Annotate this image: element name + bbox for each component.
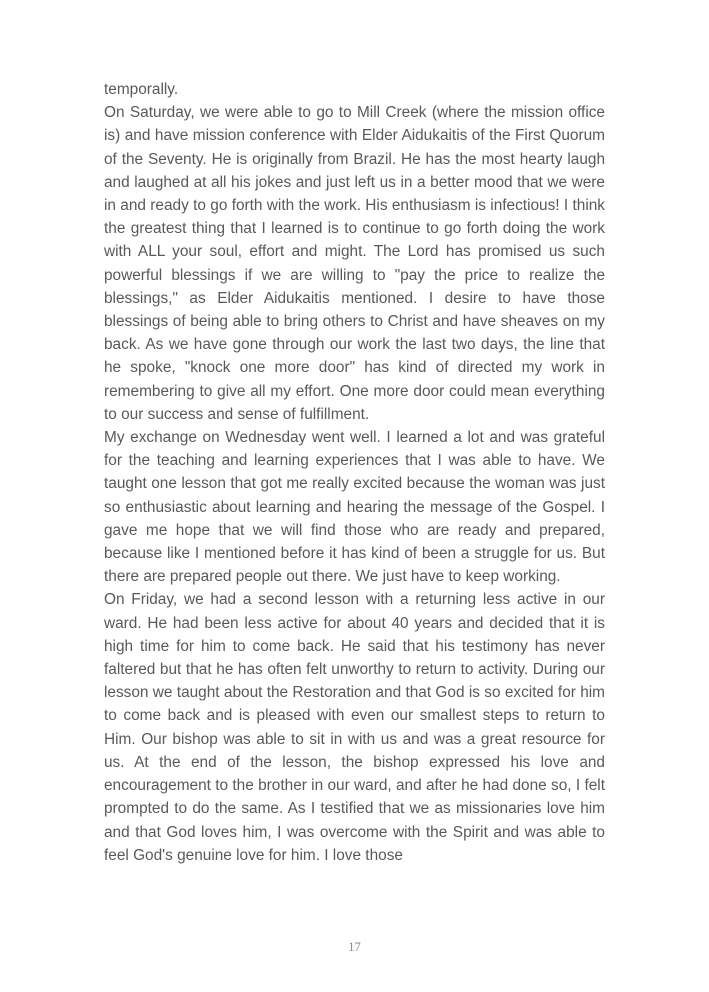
page-number: 17	[348, 940, 361, 954]
paragraph: On Saturday, we were able to go to Mill Creek (where the mission office is) and have mission conference with Elder Aidukaitis of the First Quorum of the Seventy. He is originally from Brazil. He has the most hearty laugh and laughed at all his jokes and just left us in a better mood that we were in and ready to go forth with the work. His enthusiasm is infectious! I think the greatest thing that I learned is to continue to go forth doing the work with ALL your soul, effort and might. The Lord has promised us such powerful blessings if we are willing to "pay the price to realize the blessings," as Elder Aidukaitis mentioned. I desire to have those blessings of being able to bring others to Christ and have sheaves on my back. As we have gone through our work the last two days, the line that he spoke, "knock one more door" has kind of directed my work in remembering to give all my effort. One more door could mean everything to our success and sense of fulfillment.	[104, 104, 605, 423]
paragraph: On Friday, we had a second lesson with a returning less active in our ward. He had been less active for about 40 years and decided that it is high time for him to come back. He said that his testimony has never faltered but that he has often felt unworthy to return to activity. During our lesson we taught about the Restoration and that God is so excited for him to come back and is pleased with even our smallest steps to return to Him. Our bishop was able to sit in with us and was a great resource for us. At the end of the lesson, the bishop expressed his love and encouragement to the brother in our ward, and after he had done so, I felt prompted to do the same. As I testified that we as missionaries love him and that God loves him, I was overcome with the Spirit and was able to feel God's genuine love for him. I love those	[104, 591, 605, 864]
page-footer	[0, 938, 709, 956]
paragraph: My exchange on Wednesday went well. I learned a lot and was grateful for the teaching and learning experiences that I was able to have. We taught one lesson that got me really excited because the woman was just so enthusiastic about learning and hearing the message of the Gospel. I gave me hope that we will find those who are ready and prepared, because like I mentioned before it has kind of been a struggle for us. But there are prepared people out there. We just have to keep working.	[104, 429, 605, 586]
text-block	[104, 78, 605, 867]
paragraph: temporally.	[104, 81, 179, 98]
